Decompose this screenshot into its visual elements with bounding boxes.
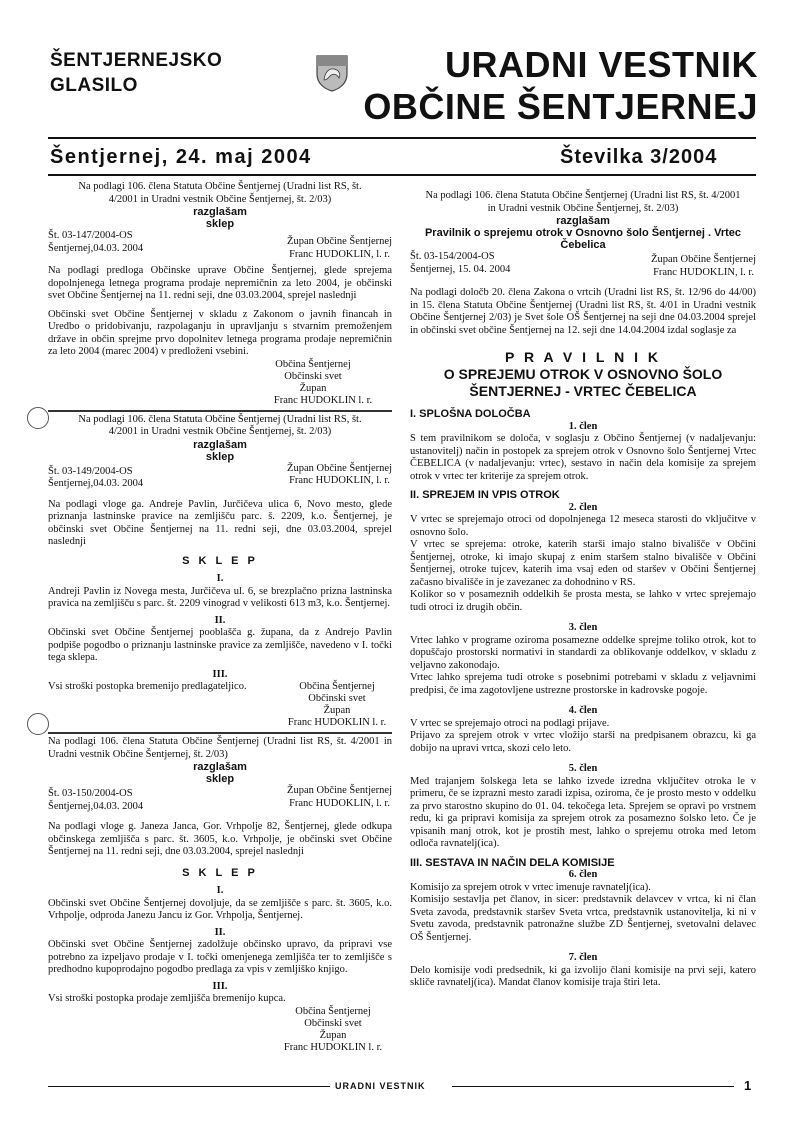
mayor-name: Franc HUDOKLIN, l. r. [653,266,754,278]
mayor-name: Franc HUDOKLIN, l. r. [289,475,390,486]
footer-rule-right [452,1086,734,1087]
mayor-title: Župan Občine Šentjernej [287,785,392,796]
intro-text: Na podlagi 106. člena Statuta Občine Šentjernej (Uradni list RS, št. 4/2001 in Uradni vestnik Občine Šentjernej, št. 2/03) [48,736,392,760]
section-heading: II. SPREJEM IN VPIS OTROK [410,489,560,501]
masthead-divider [48,137,756,139]
roman-numeral: II. [214,614,226,626]
sklep-title: S K L E P [182,866,258,879]
sklep-block-150 [48,736,392,1054]
document-number: Št. 03-149/2004-OS [48,465,133,477]
signature-line: Občinski svet [304,1017,362,1029]
article-number: 3. člen [568,622,598,633]
paragraph: Med trajanjem šolskega leta se lahko izvede izredna vključitev otroka le v primeru, če se izprazni mesto zaradi izpisa, oziroma, če je prosto mesto v oddelku za prvo starostno skupino do 01. 04. tekočega leta. Sprejem se opravi po vrstnem redu, ki ga pripravi komisija za sprejem otrok za posamezno šolsko leto. Če je vpisanih manj otrok, kot je prostih mest, lahko o sprejemu otroka med letom odloča ravnatelj(ica). [410,775,756,849]
mayor-name: Franc HUDOKLIN, l. r. [289,248,390,260]
signature-block [278,1006,388,1054]
masthead-left-line1: ŠENTJERNEJSKO [50,50,223,71]
paragraph: Na podlagi vloge ga. Andreje Pavlin, Jurčičeva ulica 6, Novo mesto, glede priznanja lastninske pravice na zemljišču parc. š. 2209, k.o. Šentjernej, je občinski svet Občine Šentjernej na 11. redni seji, dne 03.03.2004, sprejel naslednji [48,498,392,547]
document-date: Šentjernej,04.03. 2004 [48,800,144,812]
article-number: 5. člen [568,763,598,774]
section-divider [48,732,392,734]
roman-numeral: II. [214,926,226,938]
paragraph: Vrtec lahko sprejema tudi otroke s posebnimi potrebami v skladu z veljavnimi predpisi, če ima zagotovljene ustrezne prostorske in kadrovske pogoje. [410,672,756,696]
paragraph: Na podlagi določb 20. člena Zakona o vrtcih (Uradni list RS, št. 12/96 do 44/00) in 15. člena Statuta Občine Šentjernej (Uradni list RS, št. 4/01 in Uradni vestnik Občine Šentjernej 2/03) je Svet šole OŠ Šentjernej na seji dne 04.03.2004 sprejel in občinski svet občine Šentjernej na 12. seji dne 14.04.2004 izdal soglasje za [410,287,756,336]
paragraph: Delo komisije vodi predsednik, ki ga izvolijo člani komisije na prvi seji, katero skliče ravnatelj(ica). Mandat članov komisije traja štiri leta. [410,964,756,988]
paragraph: Občinski svet Občine Šentjernej v skladu z Zakonom o javnih financah in Uredbo o pridobivanju, razpolaganju in upravljanju s stvarnim premoženjem države in občin sprejme prvo dopolnitev letnega programa prodaje nepremičnin za leto 2004 (marec 2004) v predloženi vsebini. [48,308,392,357]
signature-line: Župan [299,382,327,394]
paragraph: Kolikor so v posameznih oddelkih še prosta mesta, se lahko v vrtec sprejemajo tudi otroci iz drugih občin. [410,589,756,613]
paragraph: V vrtec se sprejemajo otroci od dopolnjenega 12 meseca starosti do vključitve v osnovno šolo. [410,514,756,538]
intro-text: Na podlagi 106. člena Statuta Občine Šentjernej (Uradni list RS, št. 4/2001 in Uradni vestnik Občine Šentjernej, št. 2/03) [78,181,362,205]
footer-label: URADNI VESTNIK [335,1081,426,1091]
signature-line: Občinski svet [284,370,342,382]
paragraph: V vrtec se sprejema: otroke, katerih starši imajo stalno bivališče v Občini Šentjernej, otroke, ki imajo skupaj z enim staršem stalno bivališče v Občini Šentjernej, otroke tujcev, katerih ima vsaj eden od staršev v Občini Šentjernej začasno bivališče in je zavezanec za dohodnino v RS. [410,539,756,588]
section-heading: III. SESTAVA IN NAČIN DELA KOMISIJE [410,856,615,869]
punch-hole [27,407,49,429]
mayor-title: Župan Občine Šentjernej [287,236,392,247]
pravilnik-title: P R A V I L N I K [504,349,662,365]
masthead-left-line2: GLASILO [50,75,138,96]
section-divider [48,410,392,412]
masthead-title-line2: OBČINE ŠENTJERNEJ [363,86,758,127]
razglasam-heading: razglašam [193,761,247,773]
sklep-block-149 [48,414,392,730]
paragraph: Občinski svet Občine Šentjernej zadolžuje občinsko upravo, da pripravi vse potrebno za izpeljavo prodaje v I. točki omenjenega zemljišča ter to zemljišče s predhodno kupoprodajno pogodbo predlaga za vpis v zemljiško knjigo. [48,939,392,975]
pravilnik-title-line2: O SPREJEMU OTROK V OSNOVNO ŠOLO [443,366,723,382]
article-number: 1. člen [568,420,598,432]
paragraph: Na podlagi predloga Občinske uprave Občine Šentjernej, glede sprejema dopolnjenega letnega programa prodaje nepremičnin za leto 2004, je občinski svet Občine Šentjernej na 11. redni seji, dne 03.03.2004, sprejel naslednji [48,265,392,301]
paragraph: Na podlagi vloge g. Janeza Janca, Gor. Vrhpolje 82, Šentjernej, glede odkupa občinskega zemljišča s parc. št. 3605, k.o. Vrhpolje, je občinski svet Občine Šentjernej na 11. redni seji, dne 03.03.2004, sprejel naslednji [48,821,392,857]
ref-row [48,463,392,491]
roman-numeral: I. [216,885,224,896]
signature-line: Franc HUDOKLIN l. r. [287,717,387,728]
intro-text: Na podlagi 106. člena Statuta Občine Šentjernej (Uradni list RS, št. 4/2001 in Uradni vestnik Občine Šentjernej, št. 2/03) [425,190,741,214]
signature-block [243,359,383,407]
closing-row [48,681,392,729]
paragraph: Vsi stroški postopka prodaje zemljišča bremenijo kupca. [48,993,286,1004]
signature-block [282,681,392,729]
paragraph: V vrtec se sprejemajo otroci na podlagi prijave. [410,717,610,729]
signature-line: Franc HUDOKLIN l. r. [283,1041,383,1053]
sklep-heading: sklep [205,218,235,230]
masthead-title-line1: URADNI VESTNIK [444,44,758,85]
sklep-heading: sklep [205,450,235,463]
article-number: 7. člen [568,952,598,963]
mayor-title: Župan Občine Šentjernej [287,462,392,474]
article-number: 2. člen [568,501,598,513]
dateline-divider [48,174,756,176]
signature-line: Občina Šentjernej [295,1005,371,1017]
ref-row [48,230,392,261]
paragraph: Prijavo za sprejem otrok v vrtec vložijo starši na predpisanem obrazcu, ki ga dobijo na upravi vrtca, skozi celo leto. [410,730,756,754]
ref-row [48,785,392,813]
intro-text: Na podlagi 106. člena Statuta Občine Šentjernej (Uradni list RS, št. 4/2001 in Uradni vestnik Občine Šentjernej, št. 2/03) [78,413,362,437]
pravilnik-title-line3: ŠENTJERNEJ - VRTEC ČEBELICA [469,383,697,399]
dateline: Šentjernej, 24. maj 2004 [50,146,312,168]
paragraph: Komisijo za sprejem otrok v vrtec imenuje ravnatelj(ica). [410,881,651,893]
ref-row [410,251,756,279]
paragraph: Vrtec lahko v programe oziroma posamezne oddelke sprejme toliko otrok, kot to dopuščajo prostorski normativi in standardi za oblikovanje oddelkov, v skladu z veljavno zakonodajo. [410,634,756,671]
razglasam-heading: razglašam [193,206,247,218]
pravilnik-subject: Pravilnik o sprejemu otrok v Osnovno šolo Šentjernej . Vrtec Čebelica [424,227,742,251]
document-date: Šentjernej,04.03. 2004 [48,478,144,489]
issue-number: Številka 3/2004 [560,146,718,168]
paragraph: Občinski svet Občine Šentjernej pooblašča g. župana, da z Andrejo Pavlin podpiše pogodbo o priznanju lastninske pravice za zemljišče, navedeno v I. točki tega sklepa. [48,627,392,663]
punch-hole [27,713,49,735]
sklep-block-147 [48,181,392,407]
roman-numeral: III. [212,980,228,992]
masthead-title [318,44,758,128]
signature-line: Občinski svet [308,693,366,704]
right-column [410,190,756,990]
signature-line: Franc HUDOKLIN l. r. [273,394,373,406]
document-date: Šentjernej,04.03. 2004 [48,242,144,254]
document-number: Št. 03-154/2004-OS [410,251,495,262]
paragraph: S tem pravilnikom se določa, v soglasju z Občino Šentjernej (v nadaljevanju: ustanovitelj) način in postopek za sprejem otrok v Osnovno šolo Šentjernej Vrtec ČEBELICA (v nadaljevanju: vrtec), sestavo in način dela komisije za sprejem otrok v vrtec ter kriterije za sprejem otrok. [410,433,756,482]
masthead-left [50,48,222,98]
footer-rule-left [48,1086,330,1087]
section-heading: I. SPLOŠNA DOLOČBA [410,408,531,420]
sklep-title: S K L E P [182,554,258,567]
mayor-name: Franc HUDOKLIN, l. r. [289,797,390,809]
article-number: 6. člen [568,869,598,880]
paragraph: Andreji Pavlin iz Novega mesta, Jurčičeva ul. 6, se brezplačno prizna lastninska pravica na zemljišču s parc. št. 2209 vinograd v velikosti 613 m3, k.o. Šentjernej. [48,585,392,609]
razglasam-heading: razglašam [556,215,610,227]
razglasam-heading: razglašam [193,438,247,451]
signature-line: Občina Šentjernej [299,681,375,692]
roman-numeral: I. [216,573,224,584]
document-date: Šentjernej, 15. 04. 2004 [410,263,511,275]
roman-numeral: III. [212,668,228,680]
paragraph: Komisijo sestavlja pet članov, in sicer: predstavnik delavcev v vrtca, ki ni član Sveta zavoda, predstavnik staršev Sveta vrtca, predstavnik ustanovitelja, ki ni v Svetu zavoda, predstavnik patronažne službe ZD Šentjernej, svetovalni delavec OŠ Šentjernej. [410,894,756,943]
signature-line: Župan [319,1029,347,1041]
paragraph: Občinski svet Občine Šentjernej dovoljuje, da se zemljišče s parc. št. 3605, k.o. Vrhpolje, odproda Janezu Jancu iz Gor. Vrhpolja, Šentjernej. [48,897,392,921]
document-number: Št. 03-147/2004-OS [48,230,133,241]
page-number: 1 [744,1078,752,1093]
sklep-heading: sklep [205,773,235,785]
article-number: 4. člen [568,705,598,716]
left-column [48,181,392,1054]
document-number: Št. 03-150/2004-OS [48,788,133,799]
signature-line: Župan [323,705,351,716]
paragraph: Vsi stroški postopka bremenijo predlagateljico. [48,681,247,692]
mayor-title: Župan Občine Šentjernej [651,254,756,265]
signature-line: Občina Šentjernej [275,358,351,370]
